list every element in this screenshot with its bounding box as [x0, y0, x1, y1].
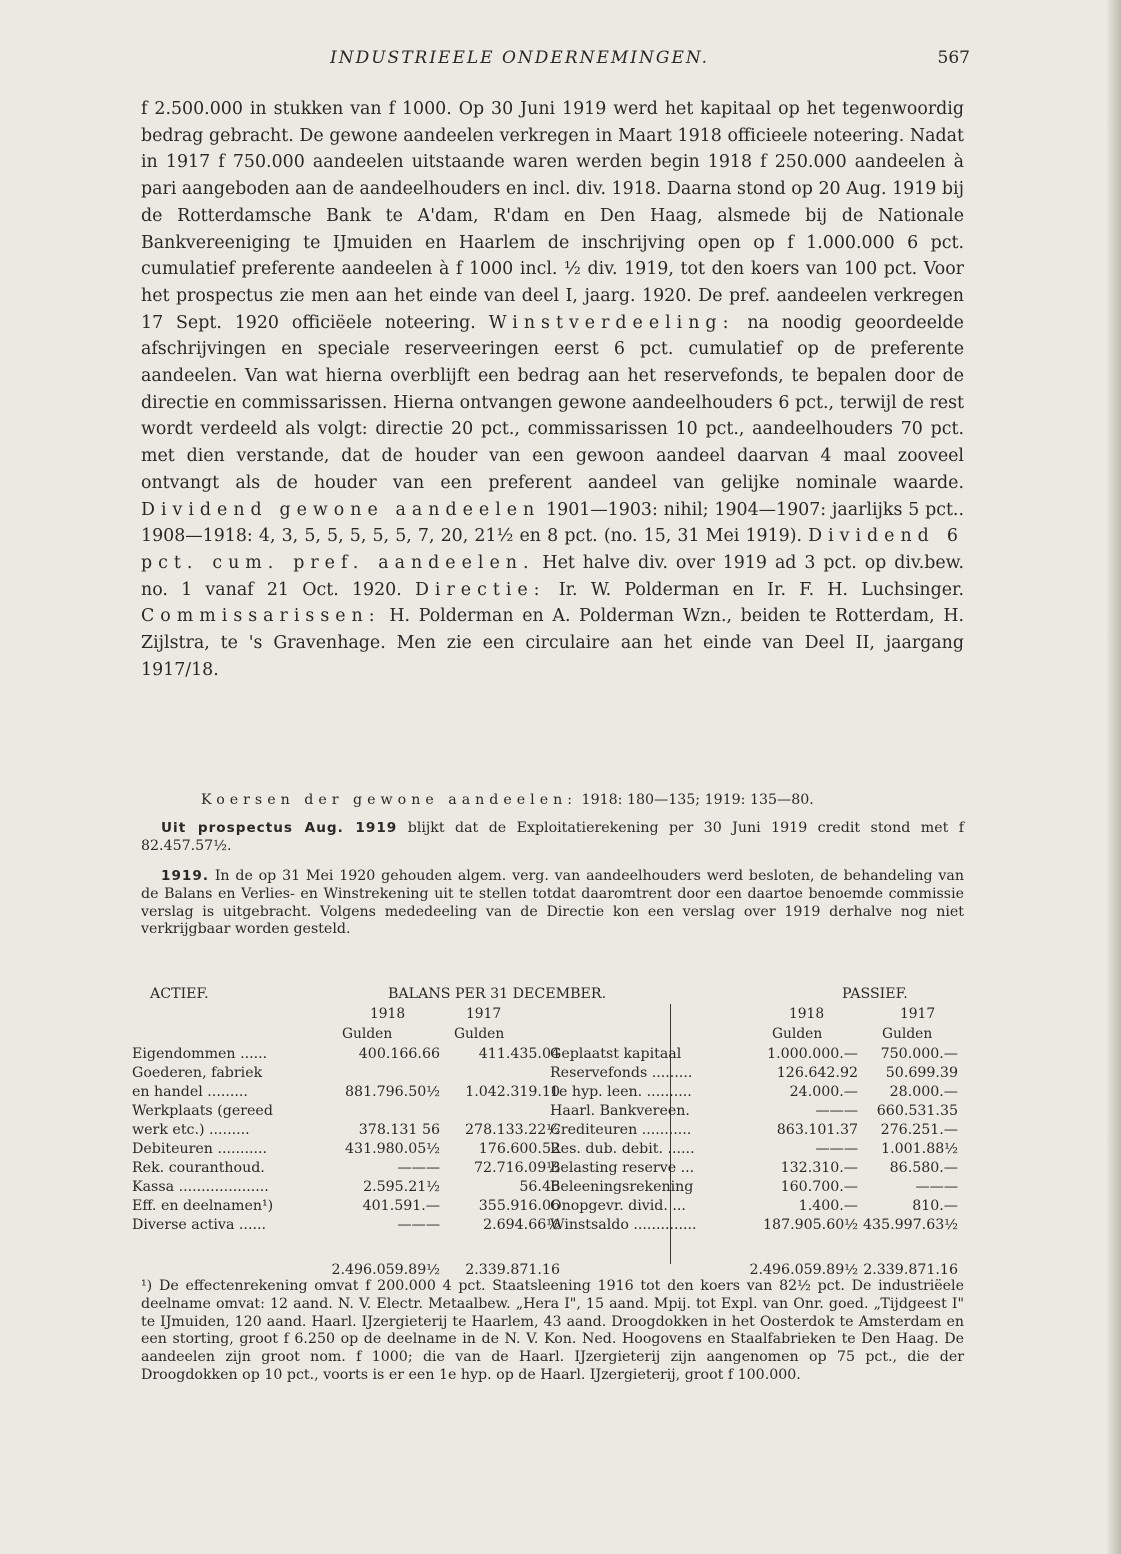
passief-item: Res. dub. debit. ...... [550, 1141, 695, 1157]
unit-1918-passief: Gulden [772, 1026, 823, 1042]
unit-1917-actief: Gulden [454, 1026, 505, 1042]
prospectus-note [141, 820, 964, 856]
passief-1917: 1.001.88½ [881, 1141, 958, 1157]
passief-item: Beleeningsrekening [550, 1179, 694, 1195]
year-1918-actief: 1918 [370, 1006, 406, 1022]
passief-1918: 132.310.— [780, 1160, 858, 1176]
total-actief-1918: 2.496.059.89½ [331, 1262, 440, 1278]
year-1917-actief: 1917 [466, 1006, 502, 1022]
commissarissen-text: H. Polderman en A. Polderman Wzn., beiden te Rotterdam, H. Zijlstra, te 's Gravenhage. Men zie een circulaire aan het einde van Deel II, jaargang 1917/18. [141, 606, 965, 680]
passief-item: Belasting reserve ... [550, 1160, 695, 1176]
actief-label: ACTIEF. [150, 986, 209, 1002]
page-number: 567 [937, 48, 970, 68]
actief-1918: 881.796.50½ [345, 1084, 440, 1100]
passief-1918: 126.642.92 [776, 1065, 858, 1081]
actief-1918: 400.166.66 [358, 1046, 440, 1062]
passief-item: Crediteuren ........... [550, 1122, 692, 1138]
passief-1917: 276.251.— [880, 1122, 958, 1138]
passief-1917: 435.997.63½ [863, 1217, 958, 1233]
actief-1918: 2.595.21½ [363, 1179, 440, 1195]
passief-label: PASSIEF. [842, 986, 908, 1002]
besluit-text: In de op 31 Mei 1920 gehouden algem. verg. van aandeelhouders werd besloten, de behandeling van de Balans en Verlies- en Winstrekening uit te stellen totdat daaromtrent door een daartoe benoemde commissie verslag is uitgebracht. Volgens mededeeling van de Directie kon een verslag over 1919 derhalve nog niet verkrijgbaar worden gesteld. [141, 868, 964, 938]
paragraph-capital: f 2.500.000 in stukken van f 1000. Op 30 Juni 1919 werd het kapitaal op het tegenwoordig bedrag gebracht. De gewone aandeelen verkregen in Maart 1918 officieele noteering. Nadat in 1917 f 750.000 aandeelen uitstaande waren werden begin 1918 f 250.000 aandeelen à pari aangeboden aan de aandeelhouders en incl. div. 1918. Daarna stond op 20 Aug. 1919 bij de Rotterdamsche Bank te A'dam, R'dam en Den Haag, alsmede bij de Nationale Bankvereeniging te IJmuiden en Haarlem de inschrijving open op f 1.000.000 6 pct. cumulatief preferente aandeelen à f 1000 incl. ½ div. 1919, tot den koers van 100 pct. Voor het prospectus zie men aan het einde van deel I, jaarg. 1920. De pref. aandeelen verkregen 17 Sept. 1920 officiëele noteering. [141, 99, 964, 333]
actief-1918: ——— [397, 1160, 440, 1176]
winstverdeeling-label: Winstverdeeling: [488, 312, 735, 333]
unit-1918-actief: Gulden [342, 1026, 393, 1042]
passief-item: Winstsaldo .............. [550, 1217, 697, 1233]
total-actief-1917: 2.339.871.16 [465, 1262, 560, 1278]
directie-text: Ir. W. Polderman en Ir. F. H. Luchsinger. [558, 579, 964, 600]
prospectus-text: blijkt dat de Exploitatierekening per 30 Juni 1919 credit stond met f 82.457.57½. [141, 820, 964, 854]
actief-item: Kassa .................... [132, 1179, 269, 1195]
passief-item: Geplaatst kapitaal [550, 1046, 682, 1062]
table-row [130, 1046, 970, 1065]
actief-item: Rek. couranthoud. [132, 1160, 265, 1176]
passief-1918: 863.101.37 [776, 1122, 858, 1138]
koersen-label: Koersen der gewone aandeelen: [201, 792, 578, 808]
actief-1918: 378.131 56 [358, 1122, 440, 1138]
table-row [130, 1198, 970, 1217]
passief-item: Reservefonds ......... [550, 1065, 693, 1081]
actief-item: en handel ......... [132, 1084, 248, 1100]
total-passief-1918: 2.496.059.89½ [749, 1262, 858, 1278]
unit-1917-passief: Gulden [882, 1026, 933, 1042]
year-1918-passief: 1918 [789, 1006, 825, 1022]
winstverdeeling-text: na noodig geoordeelde afschrijvingen en speciale reserveeringen eerst 6 pct. cumulatief op de preferente aandeelen. Van wat hierna overblijft een bedrag aan het reservefonds, te bepalen door de directie en commissarissen. Hierna ontvangen gewone aandeelhouders 6 pct., terwijl de rest wordt verdeeld als volgt: directie 20 pct., commissarissen 10 pct., aandeelhouders 70 pct. met dien verstande, dat de houder van een gewoon aandeel daarvan 4 maal zooveel ontvangt als de houder van een preferent aandeel van gelijke nominale waarde. [141, 312, 964, 493]
dividend-gewone-text: 1901—1903: nihil; 1904—1907: jaarlijks 5 pct.. 1908—1918: 4, 3, 5, 5, 5, 5, 5, 7, 20, 21½ en 8 pct. (no. 15, 31 Mei 1919). [141, 499, 964, 547]
actief-1917: 72.716.09½ [474, 1160, 560, 1176]
table-row [130, 1103, 970, 1122]
table-row [130, 1084, 970, 1103]
dividend-gewone-label: Dividend gewone aandeelen [141, 499, 541, 520]
actief-1917: 411.435.04 [478, 1046, 560, 1062]
actief-1917: 56.46 [519, 1179, 560, 1195]
passief-1917: 660.531.35 [876, 1103, 958, 1119]
directie-label: Directie: [414, 579, 546, 600]
actief-1917: 355.916.06 [478, 1198, 560, 1214]
dividend-pref-text: Het halve div. over 1919 ad 3 pct. op div.bew. no. 1 vanaf 21 Oct. 1920. [141, 552, 964, 600]
commissarissen-label: Commissarissen: [141, 606, 381, 627]
actief-1918: ——— [397, 1217, 440, 1233]
passief-1918: 24.000.— [789, 1084, 858, 1100]
table-row [130, 1122, 970, 1141]
actief-item: werk etc.) ......... [132, 1122, 250, 1138]
koersen-text: 1918: 180—135; 1919: 135—80. [581, 792, 814, 808]
actief-item: Diverse activa ...... [132, 1217, 266, 1233]
actief-1918: 401.591.— [362, 1198, 440, 1214]
passief-item: 1e hyp. leen. .......... [550, 1084, 692, 1100]
table-row [130, 1141, 970, 1160]
passief-1918: 1.400.— [798, 1198, 858, 1214]
actief-item: Goederen, fabriek [132, 1065, 263, 1081]
footnote: ¹) De effectenrekening omvat f 200.000 4 pct. Staatsleening 1916 tot den koers van 82½ pct. De industriëele deelname omvat: 12 aand. N. V. Electr. Metaalbew. „Hera I", 15 aand. Mpij. tot Expl. van Onr. goed. „Tijdgeest I" te IJmuiden, 120 aand. Haarl. IJzergieterij te Haarlem, 43 aand. Droogdokken in het Oosterdok te Amsterdam en een storting, groot f 6.250 op de deelname in de N. V. Kon. Ned. Hoogovens en Staalfabrieken te Den Haag. De aandeelen zijn groot nom. f 1000; die van de Haarl. IJzergieterij zijn aangenomen op 75 pct., die der Droogdokken op 10 pct., voorts is er een 1e hyp. op de Haarl. IJzergieterij, groot f 100.000. [141, 1278, 964, 1383]
passief-1917: ——— [915, 1179, 958, 1195]
running-header [140, 48, 970, 74]
table-row [130, 1179, 970, 1198]
besluit-note [141, 868, 964, 939]
prospectus-label: Uit prospectus Aug. 1919 [161, 820, 398, 836]
passief-item: Haarl. Bankvereen. [550, 1103, 690, 1119]
actief-1918: 431.980.05½ [345, 1141, 440, 1157]
balance-table [130, 986, 970, 1276]
actief-1917: 278.133.22½ [465, 1122, 560, 1138]
passief-1918: 187.905.60½ [763, 1217, 858, 1233]
main-text [141, 96, 964, 683]
actief-item: Eigendommen ...... [132, 1046, 268, 1062]
passief-1917: 750.000.— [880, 1046, 958, 1062]
passief-1917: 86.580.— [889, 1160, 958, 1176]
passief-1918: ——— [815, 1141, 858, 1157]
besluit-label: 1919. [161, 868, 209, 884]
page-edge [1107, 0, 1121, 1554]
total-passief-1917: 2.339.871.16 [863, 1262, 958, 1278]
passief-1918: ——— [815, 1103, 858, 1119]
actief-1917: 176.600.52 [478, 1141, 560, 1157]
koersen-line [141, 792, 964, 810]
passief-item: Onopgevr. divid. ... [550, 1198, 686, 1214]
passief-1917: 50.699.39 [885, 1065, 958, 1081]
actief-1917: 2.694.66½ [483, 1217, 560, 1233]
passief-1918: 1.000.000.— [767, 1046, 858, 1062]
balance-title: BALANS PER 31 DECEMBER. [388, 986, 607, 1002]
actief-item: Eff. en deelnamen¹) [132, 1198, 274, 1214]
passief-1917: 810.— [912, 1198, 958, 1214]
passief-1917: 28.000.— [889, 1084, 958, 1100]
dividend-pref-label: Dividend 6 pct. cum. pref. aandeelen. [141, 526, 964, 573]
passief-1918: 160.700.— [780, 1179, 858, 1195]
table-row [130, 1160, 970, 1179]
table-row [130, 1065, 970, 1084]
table-row [130, 1217, 970, 1236]
actief-item: Werkplaats (gereed [132, 1103, 273, 1119]
actief-1917: 1.042.319.10 [465, 1084, 560, 1100]
year-1917-passief: 1917 [900, 1006, 936, 1022]
actief-item: Debiteuren ........... [132, 1141, 268, 1157]
running-title: INDUSTRIEELE ONDERNEMINGEN. [330, 48, 710, 68]
